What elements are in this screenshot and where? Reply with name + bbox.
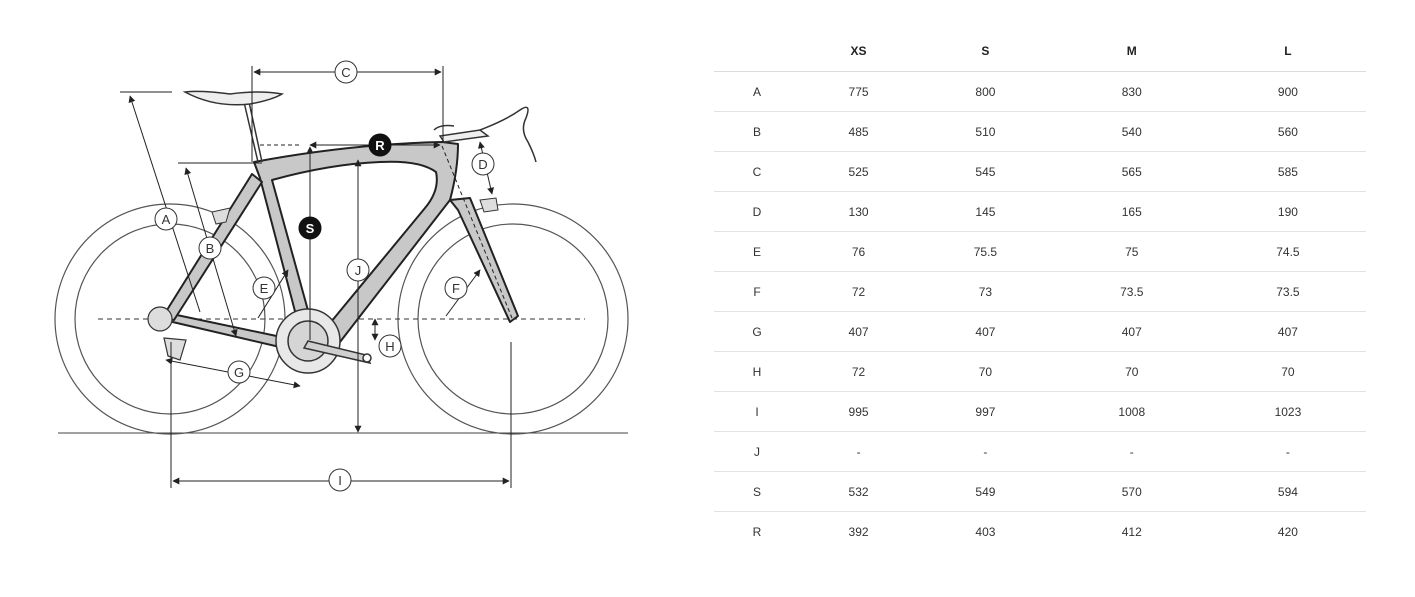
table-cell: 800 [917,72,1054,112]
label-i [329,469,351,491]
svg-text:C: C [341,65,351,80]
label-c [335,61,357,83]
table-cell: 73 [917,272,1054,312]
measure-label: E [714,232,800,272]
table-cell: 510 [917,112,1054,152]
svg-text:R: R [375,138,385,153]
table-row [714,432,1366,472]
header-size-xs: XS [800,31,917,72]
table-cell: 75 [1054,232,1210,272]
table-cell: 995 [800,392,917,432]
table-cell: 74.5 [1210,232,1366,272]
table-cell: 570 [1054,472,1210,512]
table-cell: 72 [800,352,917,392]
svg-text:J: J [354,263,362,278]
label-e [253,277,275,299]
table-cell: 540 [1054,112,1210,152]
table-cell: 130 [800,192,917,232]
svg-text:E: E [259,281,269,296]
label-a [155,208,177,230]
table-cell: 70 [1054,352,1210,392]
measure-label: R [752,524,762,539]
table-cell: 190 [1210,192,1366,232]
table-cell: - [1210,432,1366,472]
front-brake [480,198,498,212]
table-row [714,512,1366,552]
header-size-s: S [917,31,1054,72]
table-cell: 412 [1121,524,1142,539]
table-cell: 585 [1210,152,1366,192]
table-row [714,152,1366,192]
header-size-m: M [1054,31,1210,72]
table-row [714,392,1366,432]
svg-text:I: I [338,473,342,488]
table-row [714,72,1366,112]
table-cell: - [917,432,1054,472]
table-cell: 830 [1054,72,1210,112]
measure-label: A [714,72,800,112]
table-row [714,472,1366,512]
seatpost-saddle [185,91,282,162]
header-measure [714,31,800,72]
label-h [379,335,401,357]
table-cell: 407 [1054,312,1210,352]
label-b [199,237,221,259]
table-cell: 900 [1210,72,1366,112]
table-cell: 594 [1210,472,1366,512]
table-cell: 75.5 [917,232,1054,272]
measure-label: D [714,192,800,232]
svg-text:A: A [161,212,171,227]
svg-text:S: S [305,221,315,236]
table-row [714,312,1366,352]
svg-text:B: B [205,241,215,256]
table-cell: 525 [800,152,917,192]
table-cell: 403 [975,524,996,539]
table-row [714,352,1366,392]
label-s [299,217,321,239]
measure-label: C [714,152,800,192]
table-cell: 532 [800,472,917,512]
measure-label: F [714,272,800,312]
svg-text:F: F [452,281,460,296]
svg-text:D: D [478,157,488,172]
table-cell: 72 [800,272,917,312]
table-cell: - [800,432,917,472]
table-cell: 775 [800,72,917,112]
table-cell: 565 [1054,152,1210,192]
measure-label: H [714,352,800,392]
table-row [714,192,1366,232]
table-cell: 165 [1054,192,1210,232]
table-row [714,232,1366,272]
label-j [347,259,369,281]
table-cell: 145 [917,192,1054,232]
header-size-l: L [1210,31,1366,72]
measure-label: S [714,472,800,512]
table-cell: 76 [800,232,917,272]
measure-label: G [714,312,800,352]
table-cell: 560 [1210,112,1366,152]
label-g [228,361,250,383]
table-cell: 485 [800,112,917,152]
table-cell: 1023 [1210,392,1366,432]
table-cell: 549 [917,472,1054,512]
table-cell: 70 [1210,352,1366,392]
table-cell: 70 [917,352,1054,392]
table-cell: 997 [917,392,1054,432]
bike-geometry-diagram [40,50,650,520]
label-f [445,277,467,299]
svg-text:H: H [385,339,395,354]
table-cell: 407 [800,312,917,352]
table-cell: 73.5 [1210,272,1366,312]
geometry-table [714,31,1366,551]
label-r [369,134,391,156]
table-cell: - [1054,432,1210,472]
table-cell: 420 [1277,524,1298,539]
table-cell: 73.5 [1054,272,1210,312]
svg-text:G: G [233,365,245,380]
table-body [714,72,1366,552]
measure-label: B [714,112,800,152]
measure-label: J [714,432,800,472]
table-cell: 407 [1210,312,1366,352]
label-d [472,153,494,175]
table-cell: 407 [917,312,1054,352]
measure-label: I [714,392,800,432]
table-row [714,272,1366,312]
table-cell: 392 [848,524,869,539]
table-row [714,112,1366,152]
table-cell: 545 [917,152,1054,192]
table-header-row [714,31,1366,72]
table-cell: 1008 [1054,392,1210,432]
